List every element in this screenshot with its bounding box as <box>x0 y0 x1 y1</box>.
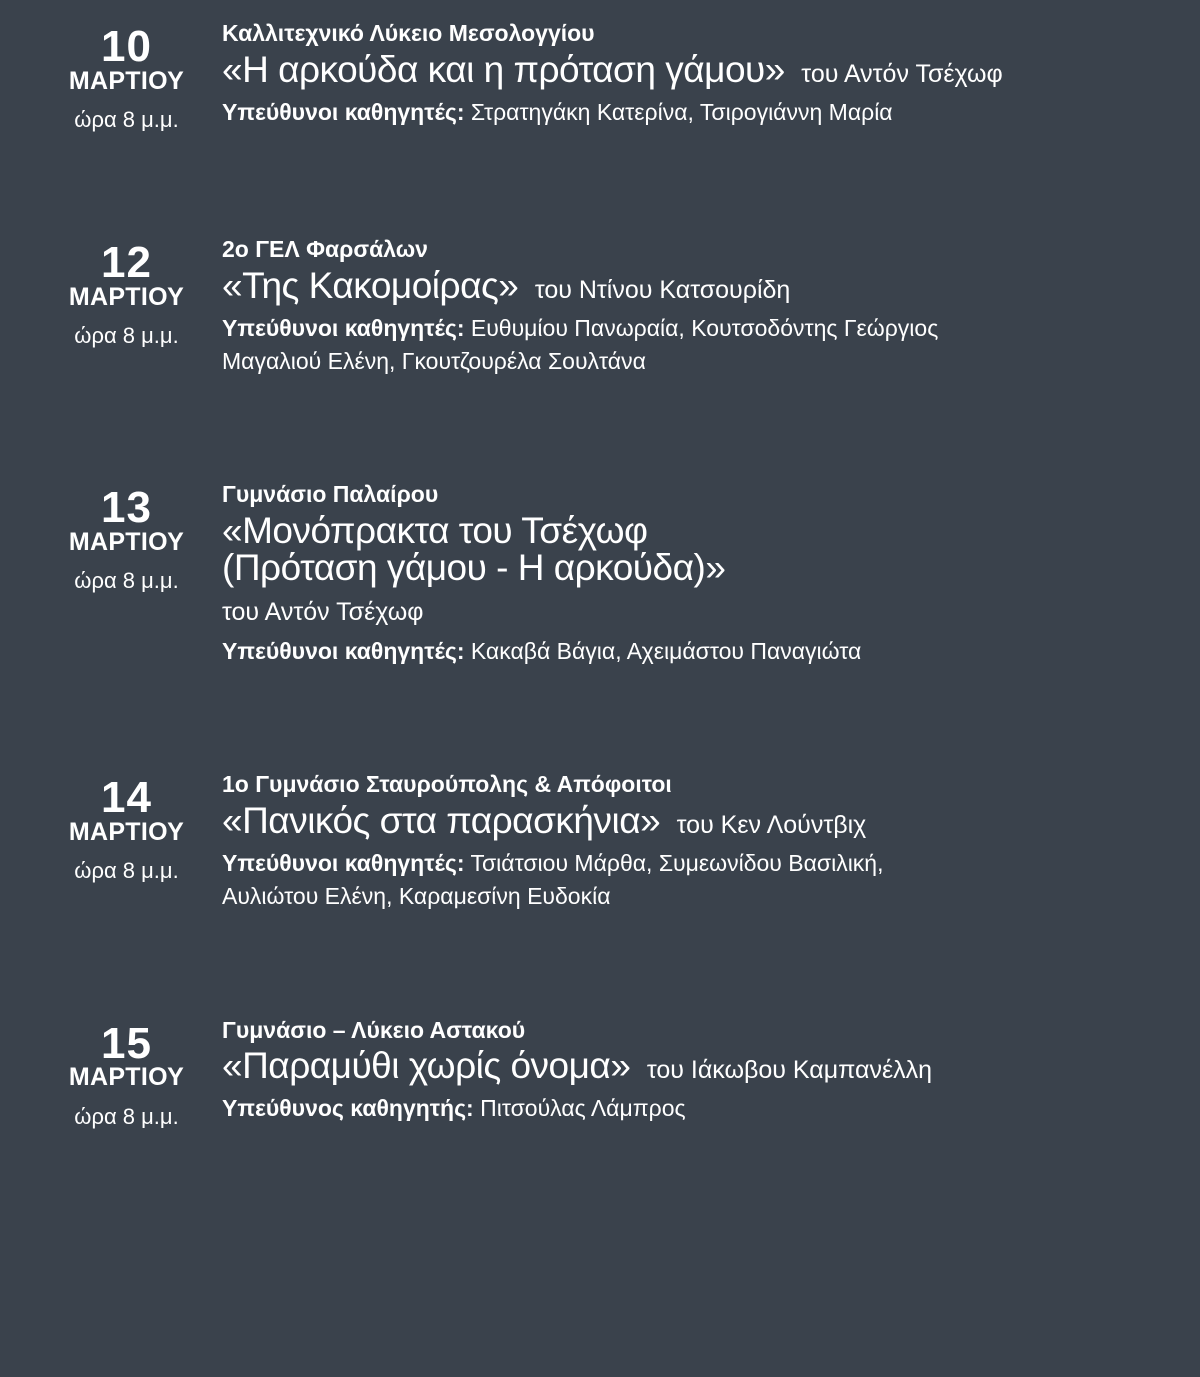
play-author: του Αντόν Τσέχωφ <box>222 597 424 626</box>
event-time: ώρα 8 μ.μ. <box>74 858 179 884</box>
play-author: του Ιάκωβου Καμπανέλλη <box>646 1056 933 1085</box>
event-time: ώρα 8 μ.μ. <box>74 568 179 594</box>
event-date <box>63 771 190 884</box>
play-title: (Πρόταση γάμου - Η αρκούδα)» <box>222 546 726 588</box>
play-title: «Της Κακομοίρας» <box>222 264 519 306</box>
teachers-label: Υπεύθυνοι καθηγητές: <box>222 637 465 664</box>
play-author: του Αντόν Τσέχωφ <box>801 59 1003 88</box>
event-day: 12 <box>101 238 152 288</box>
school-name: 2ο ΓΕΛ Φαρσάλων <box>222 236 428 263</box>
school-name: Καλλιτεχνικό Λύκειο Μεσολογγίου <box>222 20 595 46</box>
play-author: του Κεν Λούντβιχ <box>676 810 867 839</box>
event-details <box>190 481 861 668</box>
school-name: 1ο Γυμνάσιο Σταυρούπολης & Απόφοιτοι <box>222 771 672 798</box>
event-time: ώρα 8 μ.μ. <box>74 1103 179 1129</box>
teachers-label: Υπεύθυνοι καθηγητές: <box>222 98 465 125</box>
play-title-row <box>222 509 861 588</box>
school-name: Γυμνάσιο Παλαίρου <box>222 481 439 508</box>
play-title-row <box>222 48 1003 90</box>
event-details <box>190 1017 932 1126</box>
event-row-march-14 <box>63 771 1160 913</box>
play-title: «Παραμύθι χωρίς όνομα» <box>222 1045 631 1087</box>
event-month: ΜΑΡΤΙΟΥ <box>68 282 185 311</box>
play-title-row <box>222 1045 933 1087</box>
teachers-names: Τσιάτσιου Μάρθα, Συμεωνίδου Βασιλική, <box>470 849 884 876</box>
teachers-names: Ευθυμίου Πανωραία, Κουτσοδόντης Γεώργιος <box>470 314 939 341</box>
school-name: Γυμνάσιο – Λύκειο Αστακού <box>222 1016 526 1043</box>
event-row-march-10 <box>63 20 1160 133</box>
event-date <box>63 236 190 349</box>
event-details <box>190 236 938 378</box>
play-author: του Ντίνου Κατσουρίδη <box>534 275 791 304</box>
teachers-line <box>222 847 884 914</box>
event-row-march-13 <box>63 481 1160 668</box>
teachers-names: Πιτσούλας Λάμπρος <box>480 1095 686 1122</box>
play-title: «Η αρκούδα και η πρόταση γάμου» <box>222 48 785 90</box>
teachers-label: Υπεύθυνοι καθηγητές: <box>222 849 465 876</box>
teachers-line <box>222 96 1003 129</box>
event-month: ΜΑΡΤΙΟΥ <box>68 1063 185 1092</box>
event-day: 14 <box>101 773 152 823</box>
teachers-line <box>222 312 938 379</box>
teachers-label: Υπεύθυνοι καθηγητές: <box>222 314 465 341</box>
teachers-label: Υπεύθυνος καθηγητής: <box>222 1095 474 1122</box>
play-title: «Πανικός στα παρασκήνια» <box>222 799 661 841</box>
event-time: ώρα 8 μ.μ. <box>74 323 179 349</box>
event-month: ΜΑΡΤΙΟΥ <box>68 818 185 847</box>
event-month: ΜΑΡΤΙΟΥ <box>68 528 185 557</box>
event-date <box>63 1017 190 1130</box>
teachers-names: Στρατηγάκη Κατερίνα, Τσιρογιάννη Μαρία <box>470 98 893 125</box>
event-day: 15 <box>101 1018 152 1068</box>
teachers-names: Κακαβά Βάγια, Αχειμάστου Παναγιώτα <box>470 637 862 664</box>
event-month: ΜΑΡΤΙΟΥ <box>68 66 185 95</box>
event-day: 10 <box>101 22 152 71</box>
event-row-march-15 <box>63 1017 1160 1130</box>
event-day: 13 <box>101 483 152 533</box>
play-title-row <box>222 799 884 841</box>
play-title: «Μονόπρακτα του Τσέχωφ <box>222 509 648 551</box>
event-row-march-12 <box>63 236 1160 378</box>
play-title-row <box>222 264 938 306</box>
teachers-names: Μαγαλιού Ελένη, Γκουτζουρέλα Σουλτάνα <box>222 347 646 374</box>
event-date <box>63 481 190 594</box>
event-details <box>190 771 884 913</box>
event-date <box>63 20 190 133</box>
teachers-line <box>222 635 861 668</box>
event-details <box>190 20 1003 129</box>
teachers-line <box>222 1092 932 1125</box>
teachers-names: Αυλιώτου Ελένη, Καραμεσίνη Ευδοκία <box>222 883 611 910</box>
event-time: ώρα 8 μ.μ. <box>74 107 179 133</box>
